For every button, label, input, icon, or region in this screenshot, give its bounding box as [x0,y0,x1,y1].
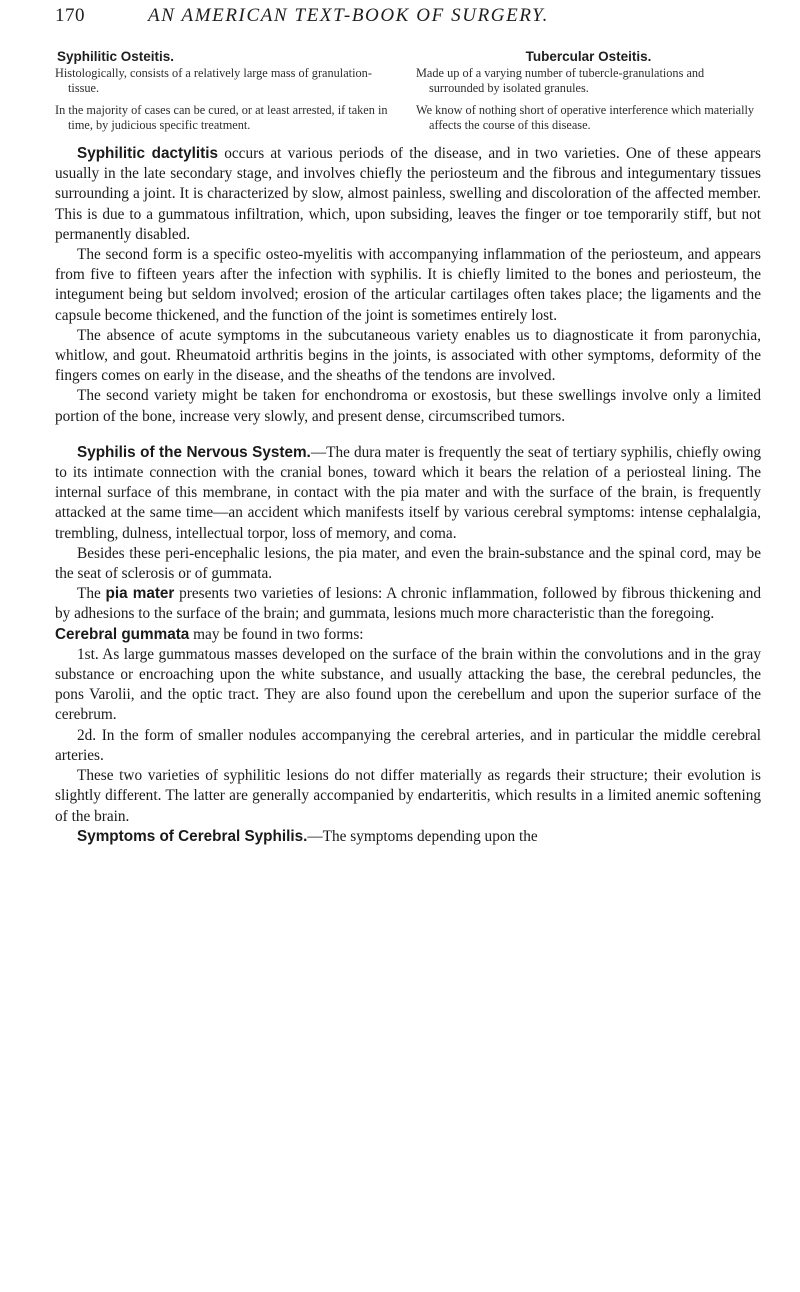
comparison-column-syphilitic [55,49,400,132]
comparison-item: We know of nothing short of operative interference which materially affects the course of this disease. [416,103,755,132]
paragraph: Cerebral gummata may be found in two forms: [55,625,364,643]
running-header [55,5,761,33]
paragraph: These two varieties of syphilitic lesions do not differ materially as regards their structure; their evolution is slightly different. The latter are generally accompanied by endarteritis, which results in a limited anemic softening of the brain. [55,767,761,825]
comparison-table [55,49,761,132]
section-nervous-system [55,443,761,847]
paragraph: Besides these peri-encephalic lesions, the pia mater, and even the brain-substance and the spinal cord, may be the seat of sclerosis or of gummata. [55,544,761,583]
page-number: 170 [55,5,85,26]
paragraph: The absence of acute symptoms in the subcutaneous variety enables us to diagnosticate it from paronychia, whitlow, and gout. Rheumatoid arthritis begins in the joints, is associated with other symptoms, deformity of the fingers comes on early in the disease, and the sheaths of the tendons are involved. [55,326,761,385]
comparison-column-tubercular [416,49,761,132]
section-term: Symptoms of Cerebral Syphilis. [77,827,308,845]
section-syphilitic-dactylitis [55,144,761,427]
paragraph: The second variety might be taken for enchondroma or exostosis, but these swellings involve only a limited portion of the bone, increase very slowly, and present dense, circumscribed tumors. [55,387,761,425]
comparison-item: In the majority of cases can be cured, or at least arrested, if taken in time, by judicious specific treatment. [55,103,388,132]
paragraph: 1st. As large gummatous masses developed on the surface of the brain within the convolutions and in the gray substance or encroaching upon the white substance, and usually attacking the base, the cerebral peduncles, the pons Varolii, and the optic tract. They are also found upon the cerebellum and upon the superior surface of the cerebrum. [55,645,761,724]
section-term: Syphilis of the Nervous System. [77,443,311,461]
section-term: pia mater [105,585,175,603]
book-page [55,0,761,847]
comparison-item: Made up of a varying number of tubercle-granulations and surrounded by isolated granules. [416,66,705,95]
paragraph: Symptoms of Cerebral Syphilis.—The symptoms depending upon the [77,827,538,845]
comparison-item: Histologically, consists of a relatively large mass of granulation-tissue. [55,66,372,95]
column-heading: Tubercular Osteitis. [525,49,652,64]
running-title: AN AMERICAN TEXT-BOOK OF SURGERY. [148,5,549,26]
paragraph: Syphilis of the Nervous System.—The dura mater is frequently the seat of tertiary syphilis, chiefly owing to its intimate connection with the cranial bones, toward which it bears the relation of a periosteal lining. The internal surface of this membrane, in contact with the pia mater and with the surface of the brain, is frequently attacked at the same time—an accident which manifests itself by various cerebral symptoms: intense cephalalgia, trembling, dulness, intellectual torpor, loss of memory, and coma. [55,443,761,542]
paragraph: The pia mater presents two varieties of lesions: A chronic inflammation, followed by fibrous thickening and by adhesions to the surface of the brain; and gummata, lesions much more characteristic than the foregoing. [55,585,762,623]
paragraph: The second form is a specific osteo-myelitis with accompanying inflammation of the periosteum, and appears from five to fifteen years after the infection with syphilis. It is chiefly limited to the bones and periosteum, the integument being but seldom involved; erosion of the articular cartilages often takes place; the ligaments and the capsule become thickened, and the function of the joint is sometimes entirely lost. [55,246,761,324]
section-term: Cerebral gummata [55,625,190,643]
column-heading: Syphilitic Osteitis. [57,49,175,64]
paragraph: Syphilitic dactylitis occurs at various periods of the disease, and in two varieties. One of these appears usually in the late secondary stage, and involves chiefly the periosteum and the fibrous and integumentary tissues surrounding a joint. It is characterized by slow, almost painless, swelling and discoloration of the affected member. This is due to a gummatous infiltration, which, upon subsiding, leaves the finger or toe temporarily stiff, but not permanently disabled. [55,145,761,243]
paragraph: 2d. In the form of smaller nodules accompanying the cerebral arteries, and in particular the middle cerebral arteries. [55,726,761,764]
section-term: Syphilitic dactylitis [77,145,218,162]
